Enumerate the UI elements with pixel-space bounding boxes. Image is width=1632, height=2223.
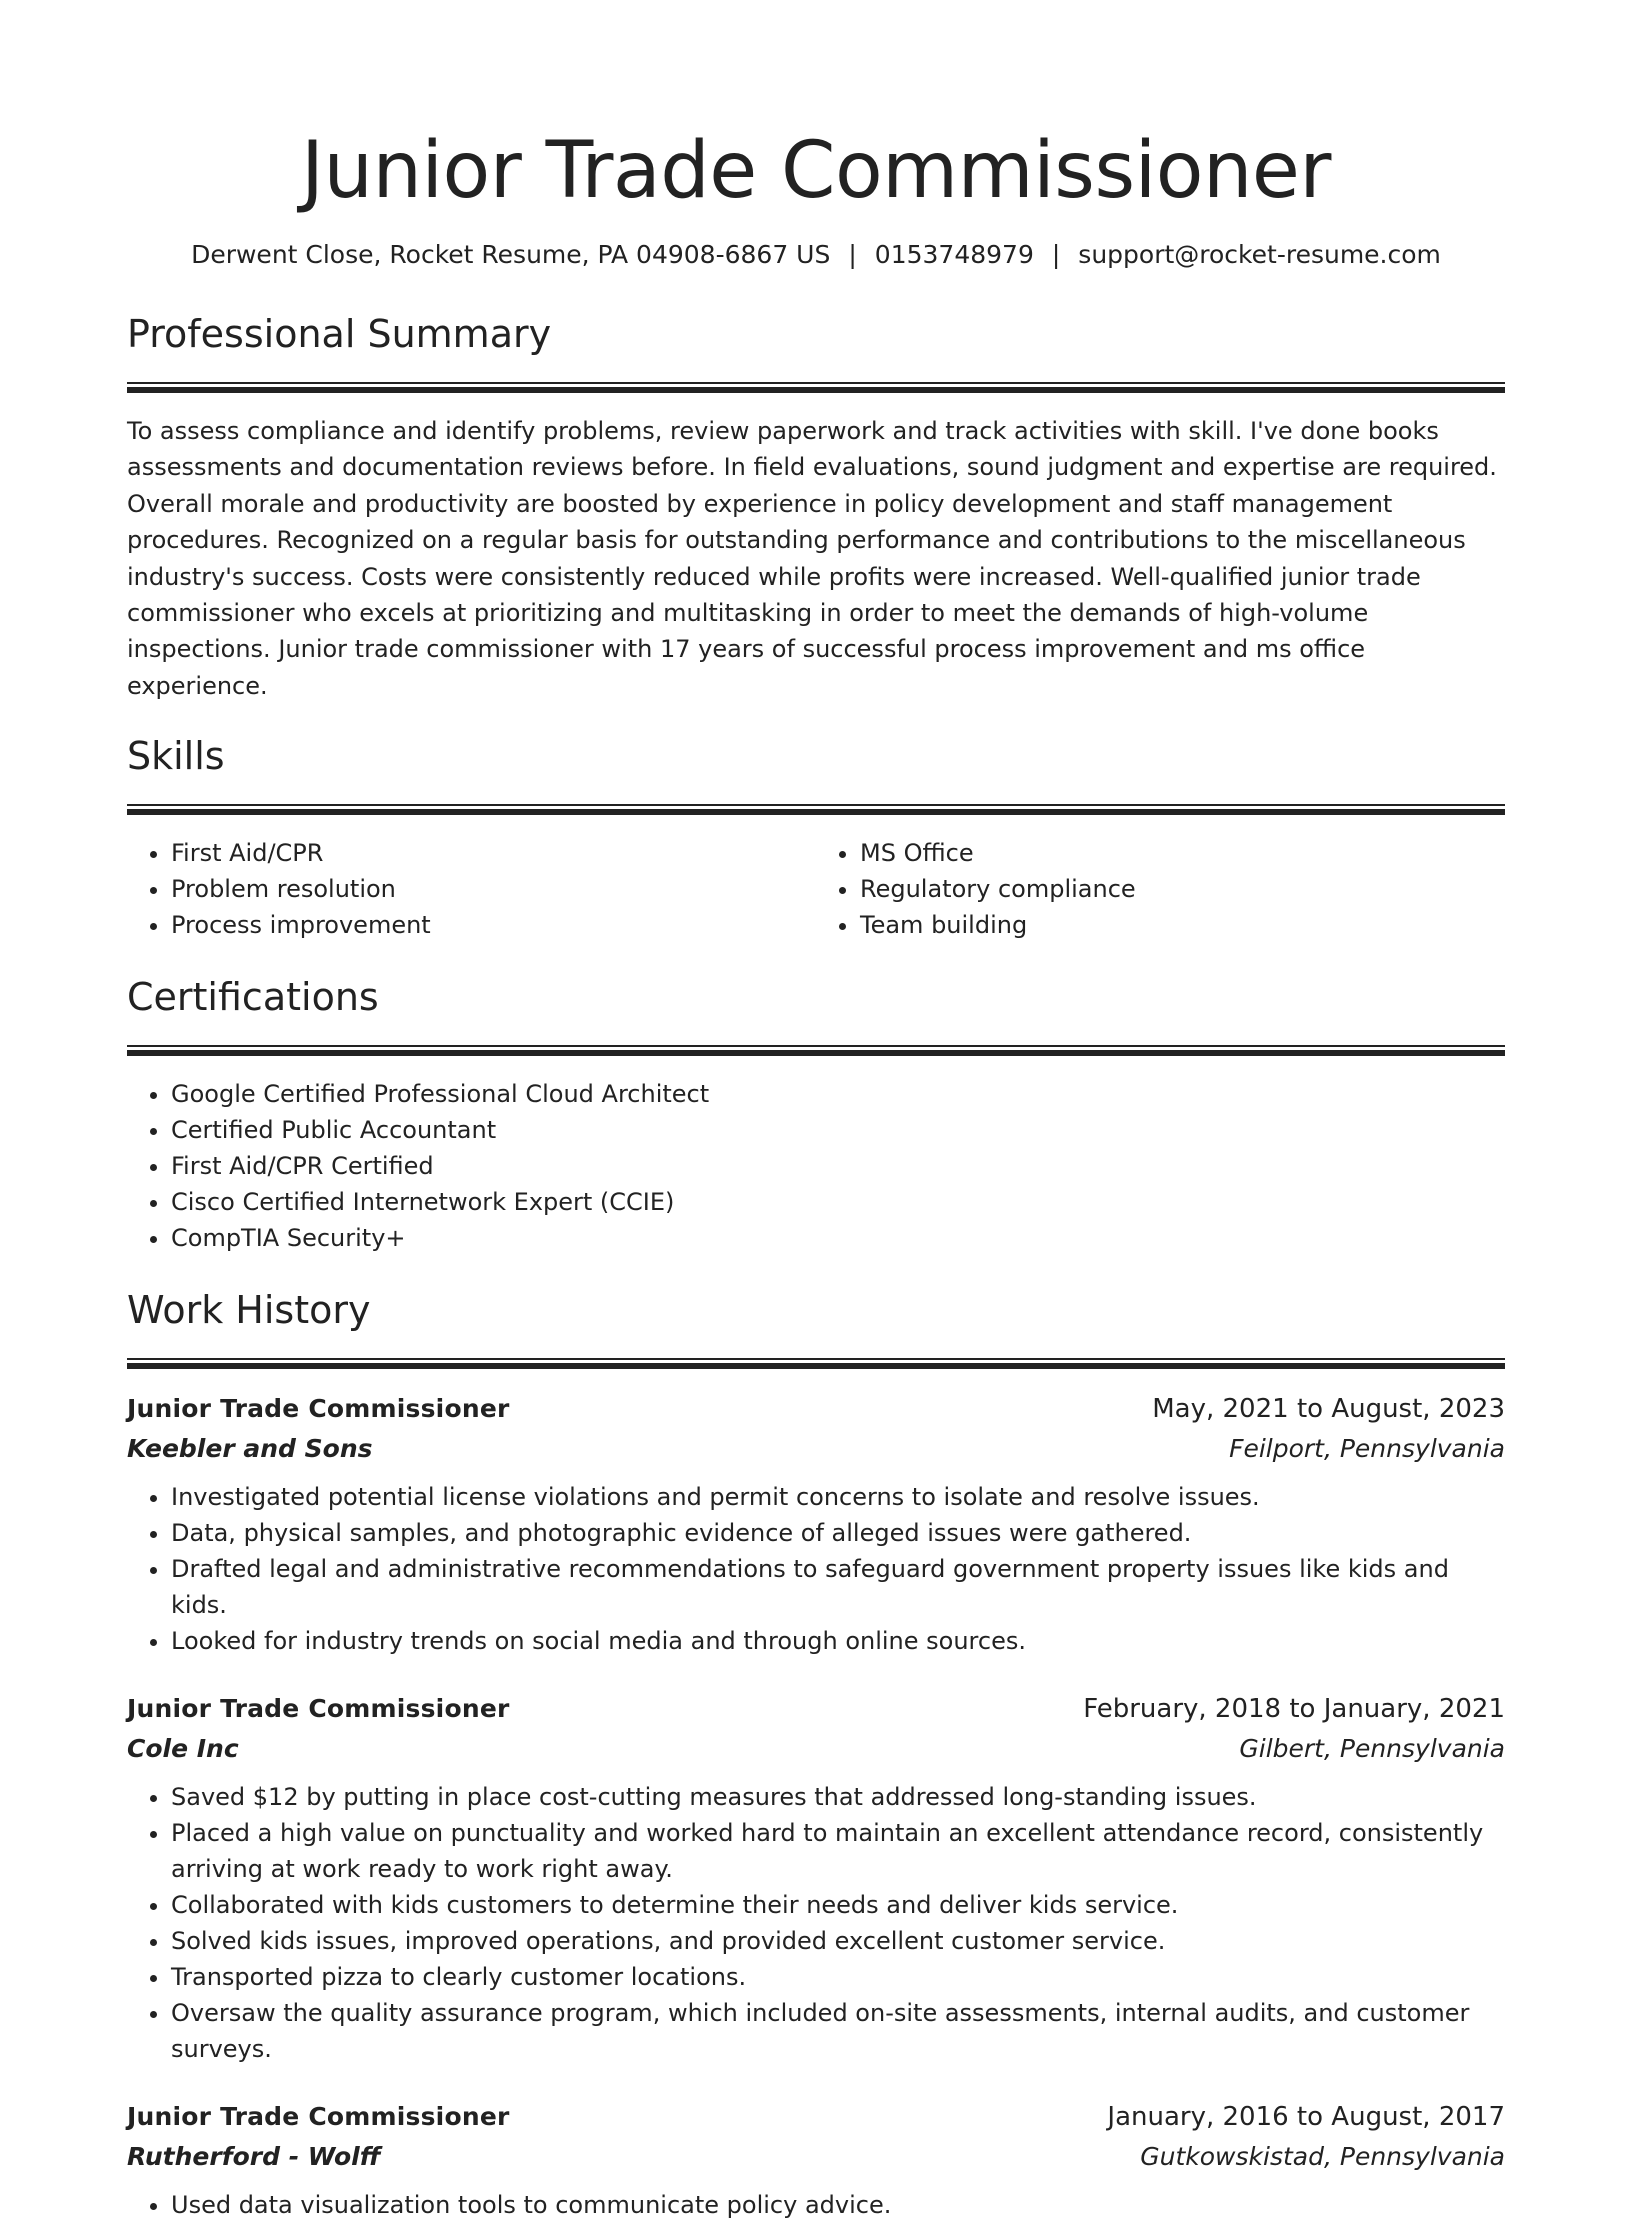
certifications-section	[127, 973, 1505, 1256]
job-bullets	[127, 1779, 1505, 2067]
certifications-list	[127, 1076, 1505, 1256]
job-bullet: • Placed a high value on punctuality and worked hard to maintain an excellent attendance record, consistently arriving at work ready to work right away.	[171, 1815, 1505, 1887]
summary-text: To assess compliance and identify problems, review paperwork and track activities with skill. I've done books assessments and documentation reviews before. In field evaluations, sound judgment and expertise are required. Overall morale and productivity are boosted by experience in policy development and staff management procedures. Recognized on a regular basis for outstanding performance and contributions to the miscellaneous industry's success. Costs were consistently reduced while profits were increased. Well-qualified junior trade commissioner who excels at prioritizing and multitasking in order to meet the demands of high-volume inspections. Junior trade commissioner with 17 years of successful process improvement and ms office experience.	[127, 417, 1497, 700]
skills-column-left	[127, 835, 816, 943]
phone: 0153748979	[874, 240, 1034, 269]
skill-item: • Problem resolution	[171, 871, 816, 907]
section-divider	[127, 1358, 1505, 1369]
job-location: Gutkowskistad, Pennsylvania	[1140, 2142, 1505, 2172]
job-entry	[127, 1389, 1505, 1659]
certification-item: • CompTIA Security+	[171, 1220, 1505, 1256]
job-bullet: • Drafted legal and administrative recommendations to safeguard government property issues like kids and kids.	[171, 1551, 1505, 1623]
job-entry	[127, 2097, 1505, 2223]
job-bullet: • Looked for industry trends on social media and through online sources.	[171, 1623, 1505, 1659]
job-location: Feilport, Pennsylvania	[1229, 1434, 1505, 1464]
skills-column-right	[816, 835, 1505, 943]
job-bullets	[127, 2187, 1505, 2223]
job-location: Gilbert, Pennsylvania	[1239, 1734, 1505, 1764]
certification-item: • Cisco Certified Internetwork Expert (CCIE)	[171, 1184, 1505, 1220]
job-bullet: • Used data visualization tools to communicate policy advice.	[171, 2187, 1505, 2223]
certification-item: • Certified Public Accountant	[171, 1112, 1505, 1148]
job-company: Cole Inc	[127, 1734, 239, 1764]
address: Derwent Close, Rocket Resume, PA 04908-6867 US	[191, 240, 831, 269]
job-company: Keebler and Sons	[127, 1434, 373, 1464]
certification-item: • First Aid/CPR Certified	[171, 1148, 1505, 1184]
section-divider	[127, 804, 1505, 815]
job-dates: February, 2018 to January, 2021	[1083, 1694, 1505, 1725]
job-bullet: • Collaborated with kids customers to determine their needs and deliver kids service.	[171, 1887, 1505, 1923]
section-title: Professional Summary	[127, 312, 552, 356]
job-bullet: • Saved $12 by putting in place cost-cutting measures that addressed long-standing issues.	[171, 1779, 1505, 1815]
professional-summary-section	[127, 310, 1505, 704]
section-divider	[127, 382, 1505, 393]
skill-item: • Team building	[860, 907, 1505, 943]
skill-item: • First Aid/CPR	[171, 835, 816, 871]
skill-item: • MS Office	[860, 835, 1505, 871]
job-title: Junior Trade Commissioner	[127, 1694, 510, 1724]
job-bullet: • Data, physical samples, and photographic evidence of alleged issues were gathered.	[171, 1515, 1505, 1551]
skill-item: • Regulatory compliance	[860, 871, 1505, 907]
job-title: Junior Trade Commissioner	[127, 1394, 510, 1424]
work-history-section	[127, 1286, 1505, 2223]
skills-section	[127, 732, 1505, 943]
job-bullet: • Solved kids issues, improved operations, and provided excellent customer service.	[171, 1923, 1505, 1959]
job-dates: January, 2016 to August, 2017	[1107, 2102, 1505, 2133]
job-title: Junior Trade Commissioner	[127, 2102, 510, 2132]
job-bullets	[127, 1479, 1505, 1659]
section-title: Certifications	[127, 975, 379, 1020]
job-bullet: • Oversaw the quality assurance program, which included on-site assessments, internal audits, and customer surveys.	[171, 1995, 1505, 2067]
job-bullet: • Investigated potential license violations and permit concerns to isolate and resolve issues.	[171, 1479, 1505, 1515]
candidate-name: Junior Trade Commissioner	[301, 126, 1331, 216]
email: support@rocket-resume.com	[1078, 240, 1441, 269]
job-company: Rutherford - Wolff	[127, 2142, 381, 2172]
skill-item: • Process improvement	[171, 907, 816, 943]
separator: |	[1051, 240, 1061, 269]
job-entry	[127, 1689, 1505, 2067]
job-dates: May, 2021 to August, 2023	[1152, 1394, 1505, 1425]
section-title: Work History	[127, 1288, 371, 1333]
separator: |	[848, 240, 857, 269]
section-divider	[127, 1045, 1505, 1056]
contact-line	[127, 238, 1505, 272]
certification-item: • Google Certified Professional Cloud Architect	[171, 1076, 1505, 1112]
skills-columns	[127, 835, 1505, 943]
job-bullet: • Transported pizza to clearly customer locations.	[171, 1959, 1505, 1995]
section-title: Skills	[127, 734, 225, 779]
